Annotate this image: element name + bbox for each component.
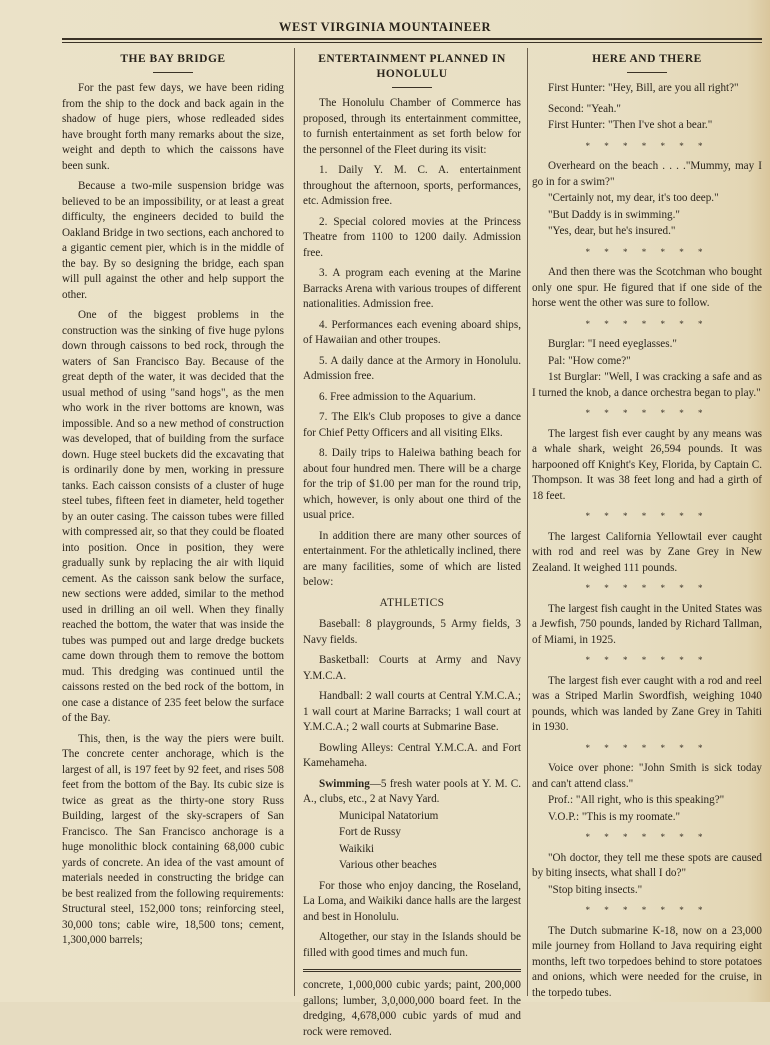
fact-item: The largest fish ever caught with a rod and reel was a Striped Marlin Swordfish, weighing 1040 pounds, which was landed by Zane Grey in Tahiti in 1930. <box>532 674 762 733</box>
swimming-text: —5 fresh water pools at Y. M. C. A., clubs, etc., 2 at Navy Yard. <box>303 777 521 805</box>
list-item: 7. The Elk's Club proposes to give a dance for Chief Petty Officers and all visiting Elks. <box>303 411 521 439</box>
joke-line: 1st Burglar: "Well, I was cracking a safe and as I turned the knob, a dance orchestra began to play." <box>532 371 762 399</box>
column-divider <box>294 48 295 996</box>
star-divider: * * * * * * * <box>585 832 709 842</box>
title-rule <box>392 87 432 88</box>
paragraph: For the past few days, we have been riding from the ship to the dock and back again in the shadow of huge piers, whose redleaded sides have brought forth many remarks about the size, weight and depth to which the caissons have been sunk. <box>62 82 284 172</box>
list-item: 4. Performances each evening aboard ships, of Hawaiian and other troupes. <box>303 318 521 346</box>
athletics-item: Baseball: 8 playgrounds, 5 Army fields, 3 Navy fields. <box>303 618 521 646</box>
athletics-item: Basketball: Courts at Army and Navy Y.M.C.A. <box>303 654 521 682</box>
title-rule <box>153 72 193 73</box>
continued-text: concrete, 1,000,000 cubic yards; paint, 200,000 gallons; lumber, 3,0,000,000 board feet. In the dredging, 4,678,000 cubic yards of mud and rock were removed. <box>303 979 521 1038</box>
paragraph: This, then, is the way the piers were built. The concrete center anchorage, which is the largest of all, is 197 feet by 92 feet, and rises 508 feet from the bottom of the Bay. Its cubic size is twice as great as the thirty-one story Russ Building, largest of the sky-scrapers of San Francisco. The San Francisco anchorage is a huge monolithic block containing 68,000 cubic yards of concrete. An idea of the vast amount of materials needed in constructing the bridge can be best realized from the following requirements: Structural steel, 152,000 tons; reinforcing steel, 30,000 tons; cable wire, 18,500 tons; cement, 1,300,000 barrels; <box>62 732 284 946</box>
list-item: 2. Special colored movies at the Princess Theatre from 1100 to 1200 daily. Admission free. <box>303 215 521 259</box>
star-divider: * * * * * * * <box>585 583 709 593</box>
joke-line: "Oh doctor, they tell me these spots are caused by biting insects, what shall I do?" <box>532 851 762 879</box>
star-divider: * * * * * * * <box>585 408 709 418</box>
paragraph: The Honolulu Chamber of Commerce has proposed, through its entertainment committee, to furnish entertainment as set forth below for the personnel of the Fleet during its visit: <box>303 97 521 156</box>
fact-item: The Dutch submarine K-18, now on a 23,000 mile journey from Holland to Java requiring eight months, left two torpedoes behind to store potatoes and onions, which were needed for the cruise, in the torpedo tubes. <box>532 924 762 999</box>
joke-line: Prof.: "All right, who is this speaking?" <box>548 794 725 806</box>
article-bay-bridge <box>62 52 284 954</box>
article-here-and-there <box>532 52 762 1006</box>
masthead: WEST VIRGINIA MOUNTAINEER <box>278 20 492 34</box>
joke-line: And then there was the Scotchman who bought only one spur. He figured that if one side of the horse went the other was sure to follow. <box>532 266 762 309</box>
paragraph: Altogether, our stay in the Islands should be filled with good times and much fun. <box>303 931 521 959</box>
paragraph: Because a two-mile suspension bridge was believed to be an impossibility, or at least a great difficulty, the engineers decided to build the Oakland Bridge in two sections, each anchored to a gigantic cement pier, which is in the middle of the bay. By so designing the bridge, each span will pull against the other and help support the other. <box>62 180 284 301</box>
joke-line: Voice over phone: "John Smith is sick today and can't attend class." <box>532 762 762 790</box>
section-divider <box>303 969 521 972</box>
list-item: 8. Daily trips to Haleiwa bathing beach for about four hundred men. There will be a charge for the trip of $1.00 per man for the round trip, which, however, is only about one third of the usual price. <box>303 447 521 521</box>
joke-line: Overheard on the beach . . . ."Mummy, may I go in for a swim?" <box>532 160 762 188</box>
joke-line: "Certainly not, my dear, it's too deep." <box>548 192 719 204</box>
athletics-item: Bowling Alleys: Central Y.M.C.A. and Fort Kamehameha. <box>303 741 521 769</box>
title-rule <box>627 72 667 73</box>
pool-item: Municipal Natatorium <box>339 809 439 822</box>
star-divider: * * * * * * * <box>585 318 709 329</box>
joke-line: Pal: "How come?" <box>548 354 631 367</box>
list-item: 1. Daily Y. M. C. A. entertainment throughout the afternoon, sports, performances, etc. Admission free. <box>303 164 521 207</box>
joke-line: First Hunter: "Hey, Bill, are you all right?" <box>548 82 739 94</box>
joke-line: "Stop biting insects." <box>548 883 643 896</box>
athletics-item <box>303 777 521 808</box>
column-divider <box>527 48 528 996</box>
fact-item: The largest fish ever caught by any means was a whale shark, weight 26,594 pounds. It was harpooned off Knight's Key, Florida, by Captain C. Thompson. It was 38 feet long and had a girth of 18 feet. <box>532 427 762 502</box>
masthead-rule-thin <box>62 42 762 43</box>
pool-item: Waikiki <box>339 842 374 855</box>
joke-line: "But Daddy is in swimming." <box>548 208 680 221</box>
joke-line: Second: "Yeah." <box>548 102 621 115</box>
title-line: HONOLULU <box>376 68 448 80</box>
joke-line: "Yes, dear, but he's insured." <box>548 225 676 237</box>
star-divider: * * * * * * * <box>585 655 709 665</box>
swimming-label: Swimming <box>319 777 370 790</box>
star-divider: * * * * * * * <box>585 246 709 257</box>
list-item: 5. A daily dance at the Armory in Honolulu. Admission free. <box>303 354 521 382</box>
star-divider: * * * * * * * <box>585 905 709 915</box>
fact-item: The largest fish caught in the United States was a Jewfish, 750 pounds, landed by Richard Tallman, of Miami, in 1925. <box>532 602 762 646</box>
joke-line: Burglar: "I need eyeglasses." <box>548 338 677 350</box>
athletics-item: Handball: 2 wall courts at Central Y.M.C.A.; 1 wall court at Marine Barracks; 1 wall court at Y.M.C.A.; 2 wall courts at Submarine Base. <box>303 690 521 733</box>
pool-item: Fort de Russy <box>339 826 401 838</box>
article-title: THE BAY BRIDGE <box>120 53 226 65</box>
list-item: 6. Free admission to the Aquarium. <box>319 390 476 403</box>
star-divider: * * * * * * * <box>585 140 709 151</box>
title-line: ENTERTAINMENT PLANNED IN <box>318 53 506 65</box>
article-title: HERE AND THERE <box>592 53 702 65</box>
article-entertainment <box>303 52 521 1045</box>
star-divider: * * * * * * * <box>585 511 709 521</box>
paragraph: For those who enjoy dancing, the Roseland, La Loma, and Waikiki dance halls are the largest and best in Honolulu. <box>303 879 521 923</box>
masthead-rule <box>62 38 762 40</box>
pool-item: Various other beaches <box>339 859 437 871</box>
joke-line: V.O.P.: "This is my roomate." <box>548 810 681 823</box>
fact-item: The largest California Yellowtail ever caught with rod and reel was by Zane Grey in New Zealand. It weighed 111 pounds. <box>532 530 762 574</box>
athletics-heading: ATHLETICS <box>379 596 445 609</box>
list-item: 3. A program each evening at the Marine Barracks Arena with various troupes of different nationalities. Admission free. <box>303 267 521 310</box>
article-title <box>303 52 521 82</box>
joke-line: First Hunter: "Then I've shot a bear." <box>548 119 713 131</box>
paragraph: One of the biggest problems in the construction was the sinking of five huge pylons down through caissons to bed rock, through the waters of San Francisco Bay. Because of the great depth of the water, it was decided that the usual method of using "sand hogs", as the men who work in the river bottoms are known, was impossible. And so a new method of construction was developed, that of building from the surface down. Huge steel buckets did the excavating that is ordinarily done by men, working in pressure tanks. Each caisson consists of a cluster of huge steel tubes, fifteen feet in diameter, held together by an outer casing. The caisson tubes were filled with compressed air, so that they could be floated into position. Once in position, they were gradually sunk by replacing the air with liquid cement. As the caisson sank below the surface, new sections were added, similar to the method used in drilling an oil well. When they finally reached the bottom, the water that was inside the tubes was pumped out and large dredge buckets came down through them to remove the bottom mud. This dredging was continued until the caissons rested on the bed rock of the bottom, in one case a distance of 235 feet below the surface of the Bay. <box>62 309 284 724</box>
star-divider: * * * * * * * <box>585 742 709 753</box>
paragraph: In addition there are many other sources of entertainment. For the athletically inclined, there are many facilities, some of which are listed below: <box>303 529 521 588</box>
